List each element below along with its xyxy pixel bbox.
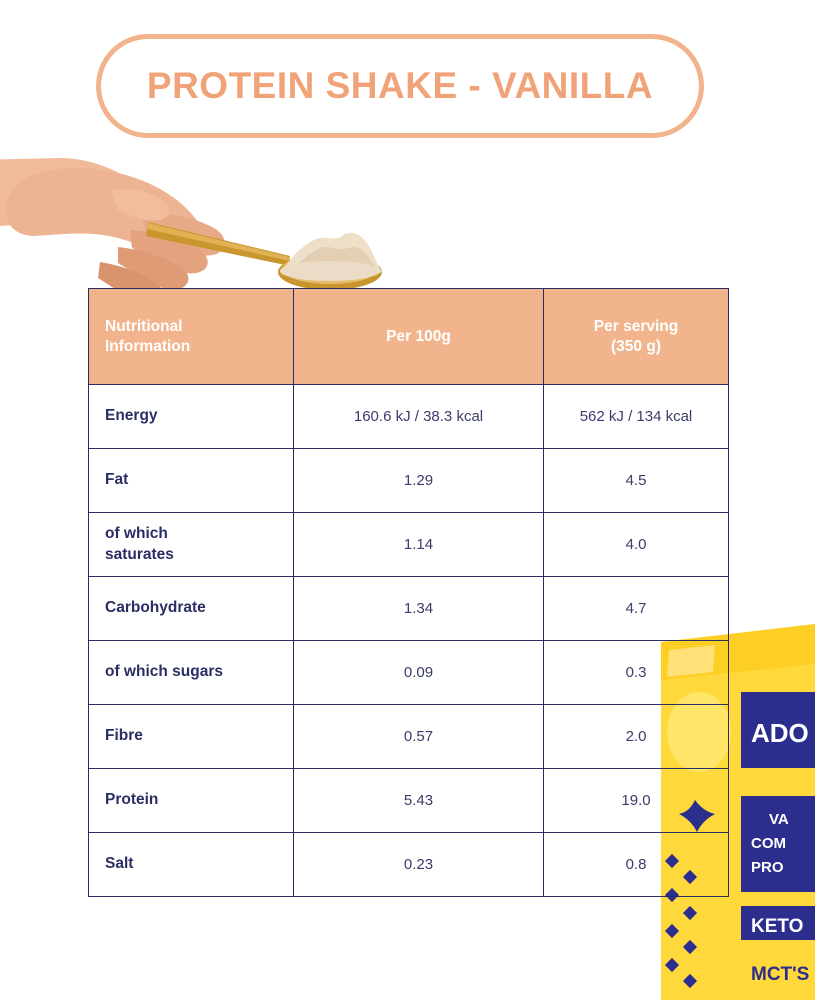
row-per-100g: 5.43: [294, 769, 544, 833]
header-label-line1: Nutritional: [105, 318, 183, 336]
page-title: PROTEIN SHAKE - VANILLA: [146, 65, 654, 106]
row-label-line1: Fat: [105, 471, 129, 489]
row-label-line1: Carbohydrate: [105, 599, 206, 617]
row-label: [89, 641, 294, 705]
row-label-line2: saturates: [105, 545, 174, 563]
table-row: [89, 769, 729, 833]
header-nutritional-information: [89, 289, 294, 385]
row-label-line1: of which sugars: [105, 663, 223, 681]
svg-text:VA: VA: [769, 811, 789, 828]
table-row: [89, 449, 729, 513]
row-per-serving: 2.0: [544, 705, 729, 769]
nutrition-table-wrapper: [88, 288, 728, 897]
table-header-row: [89, 289, 729, 385]
row-label-line1: Protein: [105, 791, 159, 809]
header-label-line2: Information: [105, 337, 191, 355]
svg-text:ADO: ADO: [751, 718, 809, 748]
row-label: [89, 385, 294, 449]
row-per-100g: 160.6 kJ / 38.3 kcal: [294, 385, 544, 449]
table-row: [89, 833, 729, 897]
svg-text:COM: COM: [751, 835, 786, 852]
row-per-serving: 4.7: [544, 577, 729, 641]
row-label: [89, 449, 294, 513]
header-serving-line2: (350 g): [611, 337, 661, 355]
header-per-serving: [544, 289, 729, 385]
row-label: [89, 577, 294, 641]
table-row: [89, 577, 729, 641]
row-label: [89, 769, 294, 833]
table-row: [89, 513, 729, 577]
table-head: [89, 289, 729, 385]
row-per-100g: 0.57: [294, 705, 544, 769]
title-banner: [96, 34, 704, 138]
row-label: [89, 705, 294, 769]
row-label: [89, 833, 294, 897]
row-per-serving: 0.8: [544, 833, 729, 897]
table-body: [89, 385, 729, 897]
svg-text:KETO: KETO: [751, 916, 804, 937]
row-per-serving: 562 kJ / 134 kcal: [544, 385, 729, 449]
svg-text:MCT'S: MCT'S: [751, 964, 810, 985]
row-per-serving: 4.5: [544, 449, 729, 513]
table-row: [89, 705, 729, 769]
header-per-100g: Per 100g: [294, 289, 544, 385]
svg-text:PRO: PRO: [751, 859, 784, 876]
nutrition-table: [88, 288, 729, 897]
row-label-line1: of which: [105, 525, 168, 543]
row-label-line1: Energy: [105, 407, 158, 425]
row-per-serving: 19.0: [544, 769, 729, 833]
row-per-100g: 0.09: [294, 641, 544, 705]
row-per-100g: 1.34: [294, 577, 544, 641]
row-per-100g: 0.23: [294, 833, 544, 897]
row-per-100g: 1.29: [294, 449, 544, 513]
row-per-serving: 4.0: [544, 513, 729, 577]
row-per-100g: 1.14: [294, 513, 544, 577]
row-label: [89, 513, 294, 577]
header-serving-line1: Per serving: [593, 318, 679, 336]
row-label-line1: Fibre: [105, 727, 143, 745]
row-label-line1: Salt: [105, 855, 134, 873]
row-per-serving: 0.3: [544, 641, 729, 705]
table-row: [89, 385, 729, 449]
table-row: [89, 641, 729, 705]
